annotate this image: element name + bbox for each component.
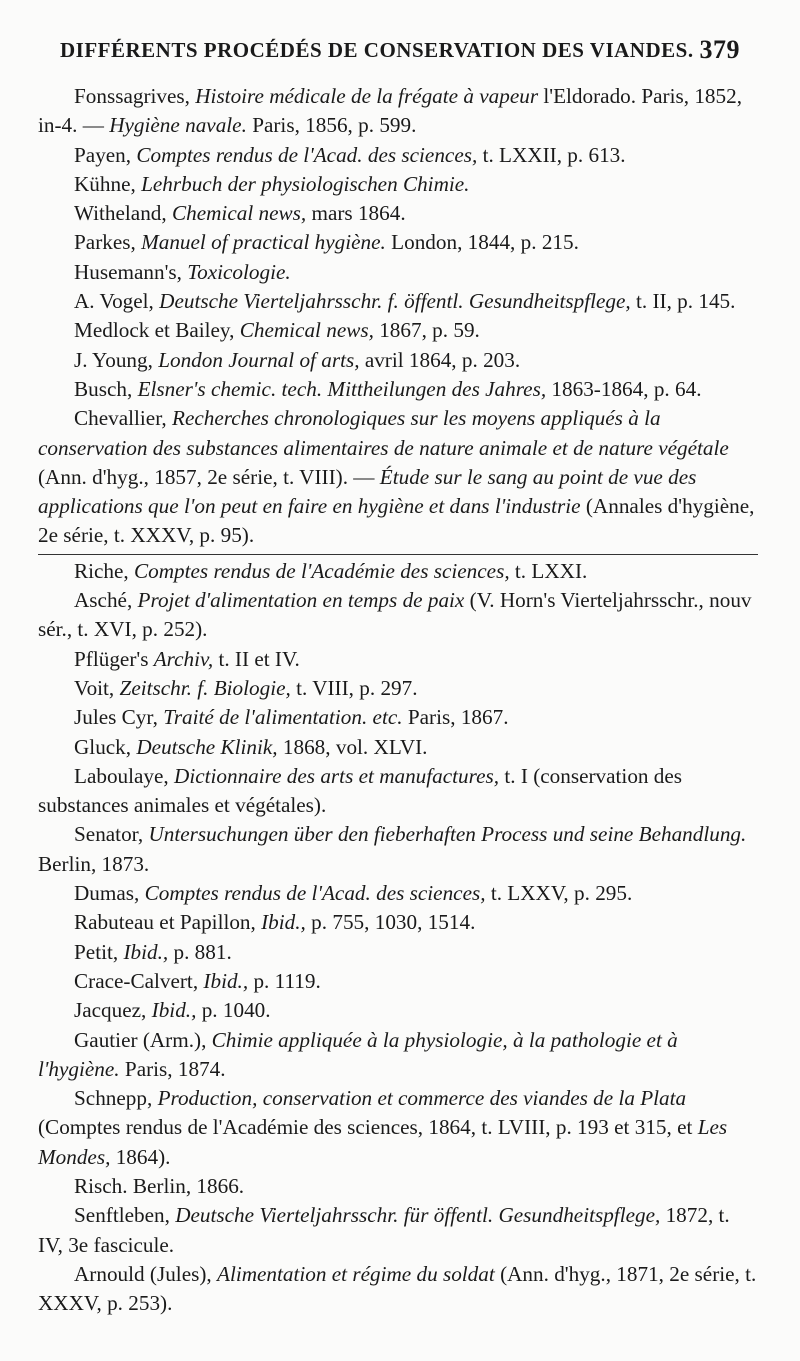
reference-entry [38,586,758,645]
reference-title: Elsner's chemic. tech. Mittheilungen des Jahres, [137,376,547,401]
reference-details: p. 1040. [196,998,271,1023]
reference-details: (Ann. d'hyg., 1857, 2e série, t. VIII). — [38,464,380,489]
reference-title: Dictionnaire des arts et manufactures, [174,763,500,788]
reference-entry [38,1260,758,1319]
reference-title: Hygiène navale. [109,113,247,138]
reference-author: Dumas, [74,881,145,906]
reference-title: Ibid., [123,939,169,964]
reference-title: Ibid., [203,968,249,993]
reference-details: p. 1119. [248,968,321,993]
reference-entry [38,762,758,821]
horizontal-rule [38,554,758,555]
reference-details: 1872, t. IV, 3e fascicule. [38,1203,730,1257]
reference-entry [38,228,758,257]
reference-entry [38,938,758,967]
reference-author: Kühne, [74,171,142,196]
reference-author: Jacquez, [74,998,152,1023]
reference-title: London Journal of arts, [158,347,360,372]
reference-title: Étude sur le sang au point de vue des applications que l'on peut en faire en hygiène et dans l'industrie [38,464,697,519]
page-number: 379 [699,35,740,64]
reference-title: Manuel of practical hygiène. [141,230,386,255]
reference-title: Comptes rendus de l'Acad. des sciences, [136,142,478,167]
reference-details: p. 755, 1030, 1514. [305,910,476,935]
reference-author: Medlock et Bailey, [74,318,240,343]
reference-title: Deutsche Vierteljahrsschr. f. öffentl. Gesundheitspflege, [159,289,631,314]
reference-author: Laboulaye, [74,763,175,788]
reference-details: (Annales d'hygiène, 2e série, t. XXXV, p. 95). [38,494,755,548]
reference-entry [38,199,758,228]
reference-title: Comptes rendus de l'Acad. des sciences, [144,881,486,906]
reference-author: Riche, [74,558,135,583]
reference-title: Ibid., [261,910,306,935]
reference-author: Busch, [74,376,138,401]
reference-title: Zeitschr. f. Biologie, [119,675,291,700]
reference-details: t. VIII, p. 297. [290,675,418,700]
reference-title: Deutsche Vierteljahrsschr. für öffentl. Gesundheitspflege, [175,1203,661,1228]
reference-details: (Comptes rendus de l'Académie des sciences, 1864, t. LVIII, p. 193 et 315, et [38,1115,698,1140]
reference-entry [38,287,758,316]
reference-author: Parkes, [74,230,142,255]
reference-details: t. I (conservation des substances animales et végétales). [38,763,683,818]
reference-details: t. LXXI. [509,558,588,583]
reference-title: Chemical news, [239,318,374,343]
reference-entry [38,316,758,345]
reference-title: Production, conservation et commerce des viandes de la Plata [157,1086,687,1111]
reference-details: t. LXXII, p. 613. [477,142,626,167]
reference-entry [38,1201,758,1260]
reference-author: Schnepp, [74,1086,158,1111]
reference-author: Payen, [74,142,137,167]
reference-details: t. II et IV. [213,646,300,671]
reference-title: Chimie appliquée à la physiologie, à la pathologie et à l'hygiène. [38,1027,678,1081]
reference-title: Untersuchungen über den fieberhaften Process und seine Behandlung. [148,822,747,847]
reference-title: Deutsche Klinik, [136,734,278,759]
reference-details: mars 1864. [306,201,406,226]
reference-title: Archiv, [153,646,214,671]
reference-entry [38,996,758,1025]
reference-entry [38,967,758,996]
reference-author: Arnould (Jules), [74,1261,217,1286]
reference-title: Lehrbuch der physiologischen Chimie. [141,171,470,196]
reference-author: Asché, [74,588,138,613]
reference-details: 1868, vol. XLVI. [277,734,428,759]
reference-details: London, 1844, p. 215. [385,230,579,255]
reference-entry [38,170,758,199]
reference-author: Fonssagrives, [74,84,196,108]
reference-title: Alimentation et régime du soldat [217,1261,495,1286]
reference-entry [38,258,758,287]
reference-entry [38,141,758,170]
reference-details: Paris, 1874. [119,1056,226,1081]
reference-author: Voit, [74,675,120,700]
reference-group-after-rule [38,557,758,1319]
reference-list [38,82,758,1318]
reference-title: Ibid., [151,998,197,1023]
reference-author: A. Vogel, [74,289,160,314]
reference-author: Gluck, [74,734,137,759]
reference-author: Crace-Calvert, [74,968,204,993]
reference-title: Chemical news, [172,201,307,226]
reference-title: Traité de l'alimentation. etc. [163,705,403,730]
reference-entry [38,820,758,879]
running-header [60,35,740,64]
reference-title: Projet d'alimentation en temps de paix [137,588,465,613]
reference-author: Rabuteau et Papillon, [74,910,262,935]
reference-entry [38,908,758,937]
reference-entry [38,404,758,550]
reference-entry [38,1172,758,1201]
reference-details: Berlin, 1873. [38,851,150,876]
reference-author: J. Young, [74,347,159,372]
reference-details: (V. Horn's Vierteljahrsschr., nouv sér., t. XVI, p. 252). [38,588,752,642]
reference-entry [38,703,758,732]
reference-entry [38,733,758,762]
reference-author: Risch. Berlin, 1866. [74,1173,245,1198]
reference-author: Petit, [74,939,124,964]
reference-author: Senftleben, [74,1203,176,1228]
reference-author: Chevallier, [74,406,172,431]
reference-title: Comptes rendus de l'Académie des sciences, [134,558,510,583]
reference-details: l'Eldorado. Paris, 1852, in-4. — [38,84,742,138]
reference-details: p. 881. [168,939,232,964]
reference-details: 1867, p. 59. [373,318,480,343]
reference-author: Husemann's, [74,259,188,284]
reference-author: Pflüger's [74,646,154,671]
reference-title: Histoire médicale de la frégate à vapeur [195,84,539,108]
reference-details: Paris, 1856, p. 599. [246,113,417,138]
running-title: DIFFÉRENTS PROCÉDÉS DE CONSERVATION DES VIANDES. [60,38,694,62]
reference-details: 1863-1864, p. 64. [546,376,702,401]
reference-author: Witheland, [74,201,172,226]
reference-entry [38,375,758,404]
reference-title: Toxicologie. [187,259,291,284]
reference-title: Recherches chronologiques sur les moyens appliqués à la conservation des substances alimentaires de nature animale et de nature végétale [38,406,729,460]
reference-entry [38,879,758,908]
reference-details: t. II, p. 145. [630,289,736,314]
reference-details: avril 1864, p. 203. [359,347,521,372]
reference-entry [38,1084,758,1172]
reference-author: Gautier (Arm.), [74,1027,212,1052]
reference-details: 1864). [110,1144,171,1169]
reference-details: t. LXXV, p. 295. [485,881,633,906]
reference-entry [38,674,758,703]
reference-entry [38,1026,758,1085]
reference-title: Les Mondes, [38,1115,728,1169]
reference-entry [38,82,758,141]
reference-entry [38,645,758,674]
reference-details: Paris, 1867. [402,705,509,730]
reference-entry [38,557,758,586]
reference-group-before-rule [38,82,758,551]
reference-details: (Ann. d'hyg., 1871, 2e série, t. XXXV, p. 253). [38,1261,757,1316]
reference-author: Senator, [74,822,149,847]
reference-author: Jules Cyr, [74,705,164,730]
reference-entry [38,346,758,375]
